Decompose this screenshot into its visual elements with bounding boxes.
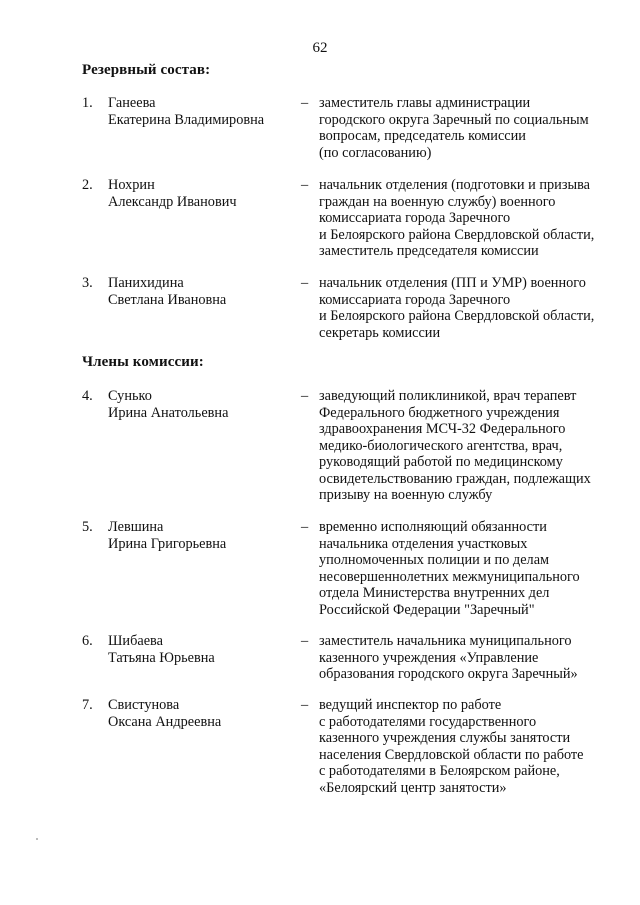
description-line: казенного учреждения «Управление: [319, 649, 539, 666]
dash: –: [301, 95, 309, 111]
person-name: [108, 519, 298, 552]
given-names: Татьяна Юрьевна: [108, 649, 215, 666]
dash: –: [301, 177, 309, 193]
item-number: 4.: [82, 388, 93, 404]
dash: –: [301, 519, 309, 535]
description-line: вопросам, председатель комиссии: [319, 128, 526, 144]
position-description: [319, 95, 619, 161]
description-line: уполномоченных полиции и по делам: [319, 552, 550, 568]
description-line: с работодателями в Белоярском районе,: [319, 763, 560, 779]
description-line: освидетельствованию граждан, подлежащих: [319, 470, 591, 487]
dash: –: [301, 388, 309, 404]
description-line: отдела Министерства внутренних дел: [319, 585, 550, 601]
given-names: Александр Иванович: [108, 193, 237, 210]
surname: Панихидина: [108, 275, 184, 291]
position-description: [319, 177, 619, 260]
given-names: Ирина Григорьевна: [108, 535, 227, 552]
description-line: руководящий работой по медицинскому: [319, 454, 563, 470]
person-name: [108, 697, 298, 730]
surname: Левшина: [108, 519, 164, 535]
description-line: комиссариата города Заречного: [319, 210, 511, 226]
position-description: [319, 633, 619, 683]
description-line: и Белоярского района Свердловской области,: [319, 308, 595, 324]
description-line: временно исполняющий обязанности: [319, 519, 547, 535]
description-line: несовершеннолетних межмуниципального: [319, 568, 580, 585]
given-names: Ирина Анатольевна: [108, 404, 229, 421]
description-line: образования городского округа Заречный»: [319, 666, 578, 682]
person-name: [108, 177, 298, 210]
description-line: заведующий поликлиникой, врач терапевт: [319, 388, 577, 404]
description-line: городского округа Заречный по социальным: [319, 111, 589, 128]
given-names: Светлана Ивановна: [108, 291, 227, 308]
item-number: 1.: [82, 95, 93, 111]
page-number: 62: [312, 40, 328, 56]
description-line: ведущий инспектор по работе: [319, 697, 502, 713]
description-line: заместитель главы администрации: [319, 95, 531, 111]
person-name: [108, 633, 298, 666]
description-line: комиссариата города Заречного: [319, 291, 511, 308]
person-name: [108, 275, 298, 308]
dash: –: [301, 633, 309, 649]
description-line: здравоохранения МСЧ-32 Федерального: [319, 421, 566, 437]
position-description: [319, 275, 619, 341]
item-number: 7.: [82, 697, 93, 713]
surname: Сунько: [108, 388, 152, 404]
surname: Ганеева: [108, 95, 156, 111]
description-line: Российской Федерации "Заречный": [319, 601, 535, 618]
description-line: призыву на военную службу: [319, 487, 493, 503]
position-description: [319, 697, 619, 796]
description-line: (по согласованию): [319, 144, 432, 161]
description-line: начальника отделения участковых: [319, 535, 528, 552]
item-number: 5.: [82, 519, 93, 535]
item-number: 3.: [82, 275, 93, 291]
reserve-heading: Резервный состав:: [82, 62, 211, 78]
description-line: заместитель начальника муниципального: [319, 633, 572, 649]
description-line: населения Свердловской области по работе: [319, 746, 584, 763]
given-names: Оксана Андреевна: [108, 713, 222, 730]
dash: –: [301, 275, 309, 291]
surname: Шибаева: [108, 633, 163, 649]
item-number: 6.: [82, 633, 93, 649]
description-line: медико-биологического агентства, врач,: [319, 437, 563, 454]
description-line: и Белоярского района Свердловской области,: [319, 226, 595, 243]
description-line: граждан на военную службу) военного: [319, 193, 556, 210]
description-line: начальник отделения (подготовки и призыва: [319, 177, 590, 193]
person-name: [108, 388, 298, 421]
item-number: 2.: [82, 177, 93, 193]
description-line: секретарь комиссии: [319, 324, 441, 341]
scan-speck: [36, 838, 38, 840]
description-line: с работодателями государственного: [319, 713, 537, 730]
person-name: [108, 95, 298, 128]
given-names: Екатерина Владимировна: [108, 111, 265, 128]
description-line: казенного учреждения службы занятости: [319, 730, 571, 746]
description-line: начальник отделения (ПП и УМР) военного: [319, 275, 586, 291]
description-line: «Белоярский центр занятости»: [319, 779, 507, 796]
position-description: [319, 388, 619, 504]
dash: –: [301, 697, 309, 713]
position-description: [319, 519, 619, 618]
members-heading: Члены комиссии:: [82, 354, 204, 370]
surname: Свистунова: [108, 697, 180, 713]
description-line: заместитель председателя комиссии: [319, 243, 539, 259]
description-line: Федерального бюджетного учреждения: [319, 404, 560, 421]
surname: Нохрин: [108, 177, 155, 193]
